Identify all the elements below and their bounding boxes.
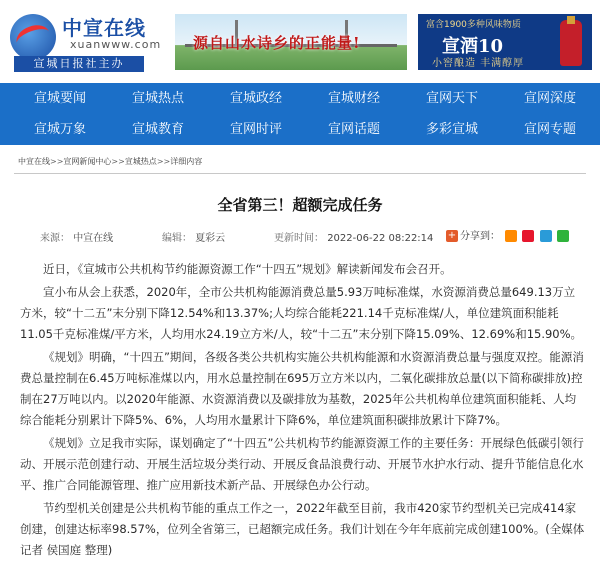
breadcrumb-separator: >> (111, 157, 125, 166)
article-title: 全省第三！超额完成任务 (217, 196, 383, 214)
banner-ad-tagline: 小窖酿造 丰满醇厚 (432, 58, 525, 69)
site-logo[interactable] (8, 8, 168, 74)
qzone-icon[interactable] (505, 230, 517, 242)
nav-item[interactable]: 多彩宣城 (425, 122, 478, 137)
meta-source (40, 229, 113, 244)
nav-item[interactable]: 宣网天下 (425, 91, 478, 106)
share-plus-icon[interactable]: + (447, 230, 457, 241)
nav-item[interactable]: 宣网专题 (523, 122, 576, 137)
breadcrumb-news-center[interactable]: 宣网新闻中心 (63, 157, 112, 166)
breadcrumb (18, 156, 202, 167)
breadcrumb-separator: >> (50, 157, 64, 166)
article-area (0, 145, 600, 576)
logo-band: 宣城日报社主办 (14, 56, 144, 72)
breadcrumb-current: 详细内容 (170, 157, 203, 166)
article-paragraph: 宣小布从会上获悉，2020年，全市公共机构能源消费总量5.93万吨标准煤，水资源消费总量649.13万立方米，较“十二五”末分别下降12.54%和13.37%;人均综合能耗221.14千克标准煤/人，单位建筑面积能耗11.05千克标准煤/平方米，人均用水24.19立方米/人，较“十二五”末分别下降15.09%、12.69%和15.90%。 (20, 285, 583, 341)
article-paragraph: 《规划》明确，“十四五”期间，各级各类公共机构实施公共机构能源和水资源消费总量与强度双控。能源消费总量控制在6.45万吨标准煤以内，用水总量控制在695万立方米以内，二氧化碳排放总量(以下简称碳排放)控制在27万吨以内。以2020年能源、水资源消费以及碳排放为基数，2025年公共机构单位建筑面积能耗、人均综合能耗分别累计下降5%、6%，人均用水量累计下降6%，单位建筑面积碳排放累计下降7%。 (20, 350, 584, 427)
source-value: 中宣在线 (73, 233, 114, 244)
editor-label: 编辑： (162, 233, 192, 244)
banner-ad-brand: 宣酒10 (442, 36, 504, 57)
nav-item[interactable]: 宣城万象 (33, 122, 86, 137)
article-paragraph: 《规划》立足我市实际，谋划确定了“十四五”公共机构节约能源资源工作的主要任务：开展绿色低碳引领行动、开展示范创建行动、开展生活垃圾分类行动、开展反食品浪费行动、开展节水护水行动、提升节能信息化水平、推广合同能源管理、推广应用新技术新产品、开展绿色办公行动。 (20, 436, 584, 492)
nav-item[interactable]: 宣城要闻 (33, 91, 86, 106)
banner-ad-landscape[interactable] (175, 14, 407, 70)
nav-item[interactable]: 宣城财经 (327, 91, 380, 106)
time-value: 2022-06-22 08:22:14 (327, 233, 434, 244)
wechat-icon[interactable] (557, 230, 569, 242)
source-label: 来源： (40, 233, 70, 244)
site-header (0, 0, 600, 83)
meta-editor (162, 229, 225, 244)
breadcrumb-separator: >> (156, 157, 171, 166)
bottle-icon (560, 20, 582, 66)
logo-title: 中宣在线 (62, 16, 146, 40)
main-nav (0, 83, 600, 145)
nav-item[interactable]: 宣网时评 (229, 122, 282, 137)
meta-time (274, 229, 433, 244)
editor-value: 夏彩云 (195, 233, 226, 244)
breadcrumb-home[interactable]: 中宣在线 (18, 157, 50, 166)
nav-item[interactable]: 宣城教育 (131, 122, 184, 137)
logo-domain: xuanwww.com (70, 38, 162, 51)
breadcrumb-divider (14, 173, 586, 174)
tencent-weibo-icon[interactable] (540, 230, 552, 242)
share-bar (446, 227, 569, 242)
nav-item[interactable]: 宣网深度 (523, 91, 576, 106)
share-label: 分享到： (460, 231, 500, 242)
banner-ad-top-text: 富含1900多种风味物质 (426, 20, 521, 30)
nav-item[interactable]: 宣城热点 (131, 91, 184, 106)
article-body (20, 259, 586, 563)
nav-row-2 (0, 114, 600, 145)
weibo-icon[interactable] (522, 230, 534, 242)
banner-slogan: 源自山水诗乡的正能量! (193, 34, 361, 52)
breadcrumb-hot[interactable]: 宣城热点 (124, 157, 157, 166)
time-label: 更新时间： (274, 233, 324, 244)
nav-item[interactable]: 宣城政经 (229, 91, 282, 106)
article-paragraph: 近日，《宣城市公共机构节约能源资源工作“十四五”规划》解读新闻发布会召开。 (43, 262, 452, 276)
banner-ad-liquor[interactable] (418, 14, 592, 70)
nav-item[interactable]: 宣网话题 (327, 122, 380, 137)
nav-row-1 (0, 83, 600, 114)
article-paragraph: 节约型机关创建是公共机构节能的重点工作之一，2022年截至目前，我市420家节约型机关已完成414家创建，创建达标率98.57%，位列全省第三，已超额完成任务。我们计划在今年年底前完成创建100%。(全媒体记者 侯国庭 整理) (20, 501, 585, 557)
